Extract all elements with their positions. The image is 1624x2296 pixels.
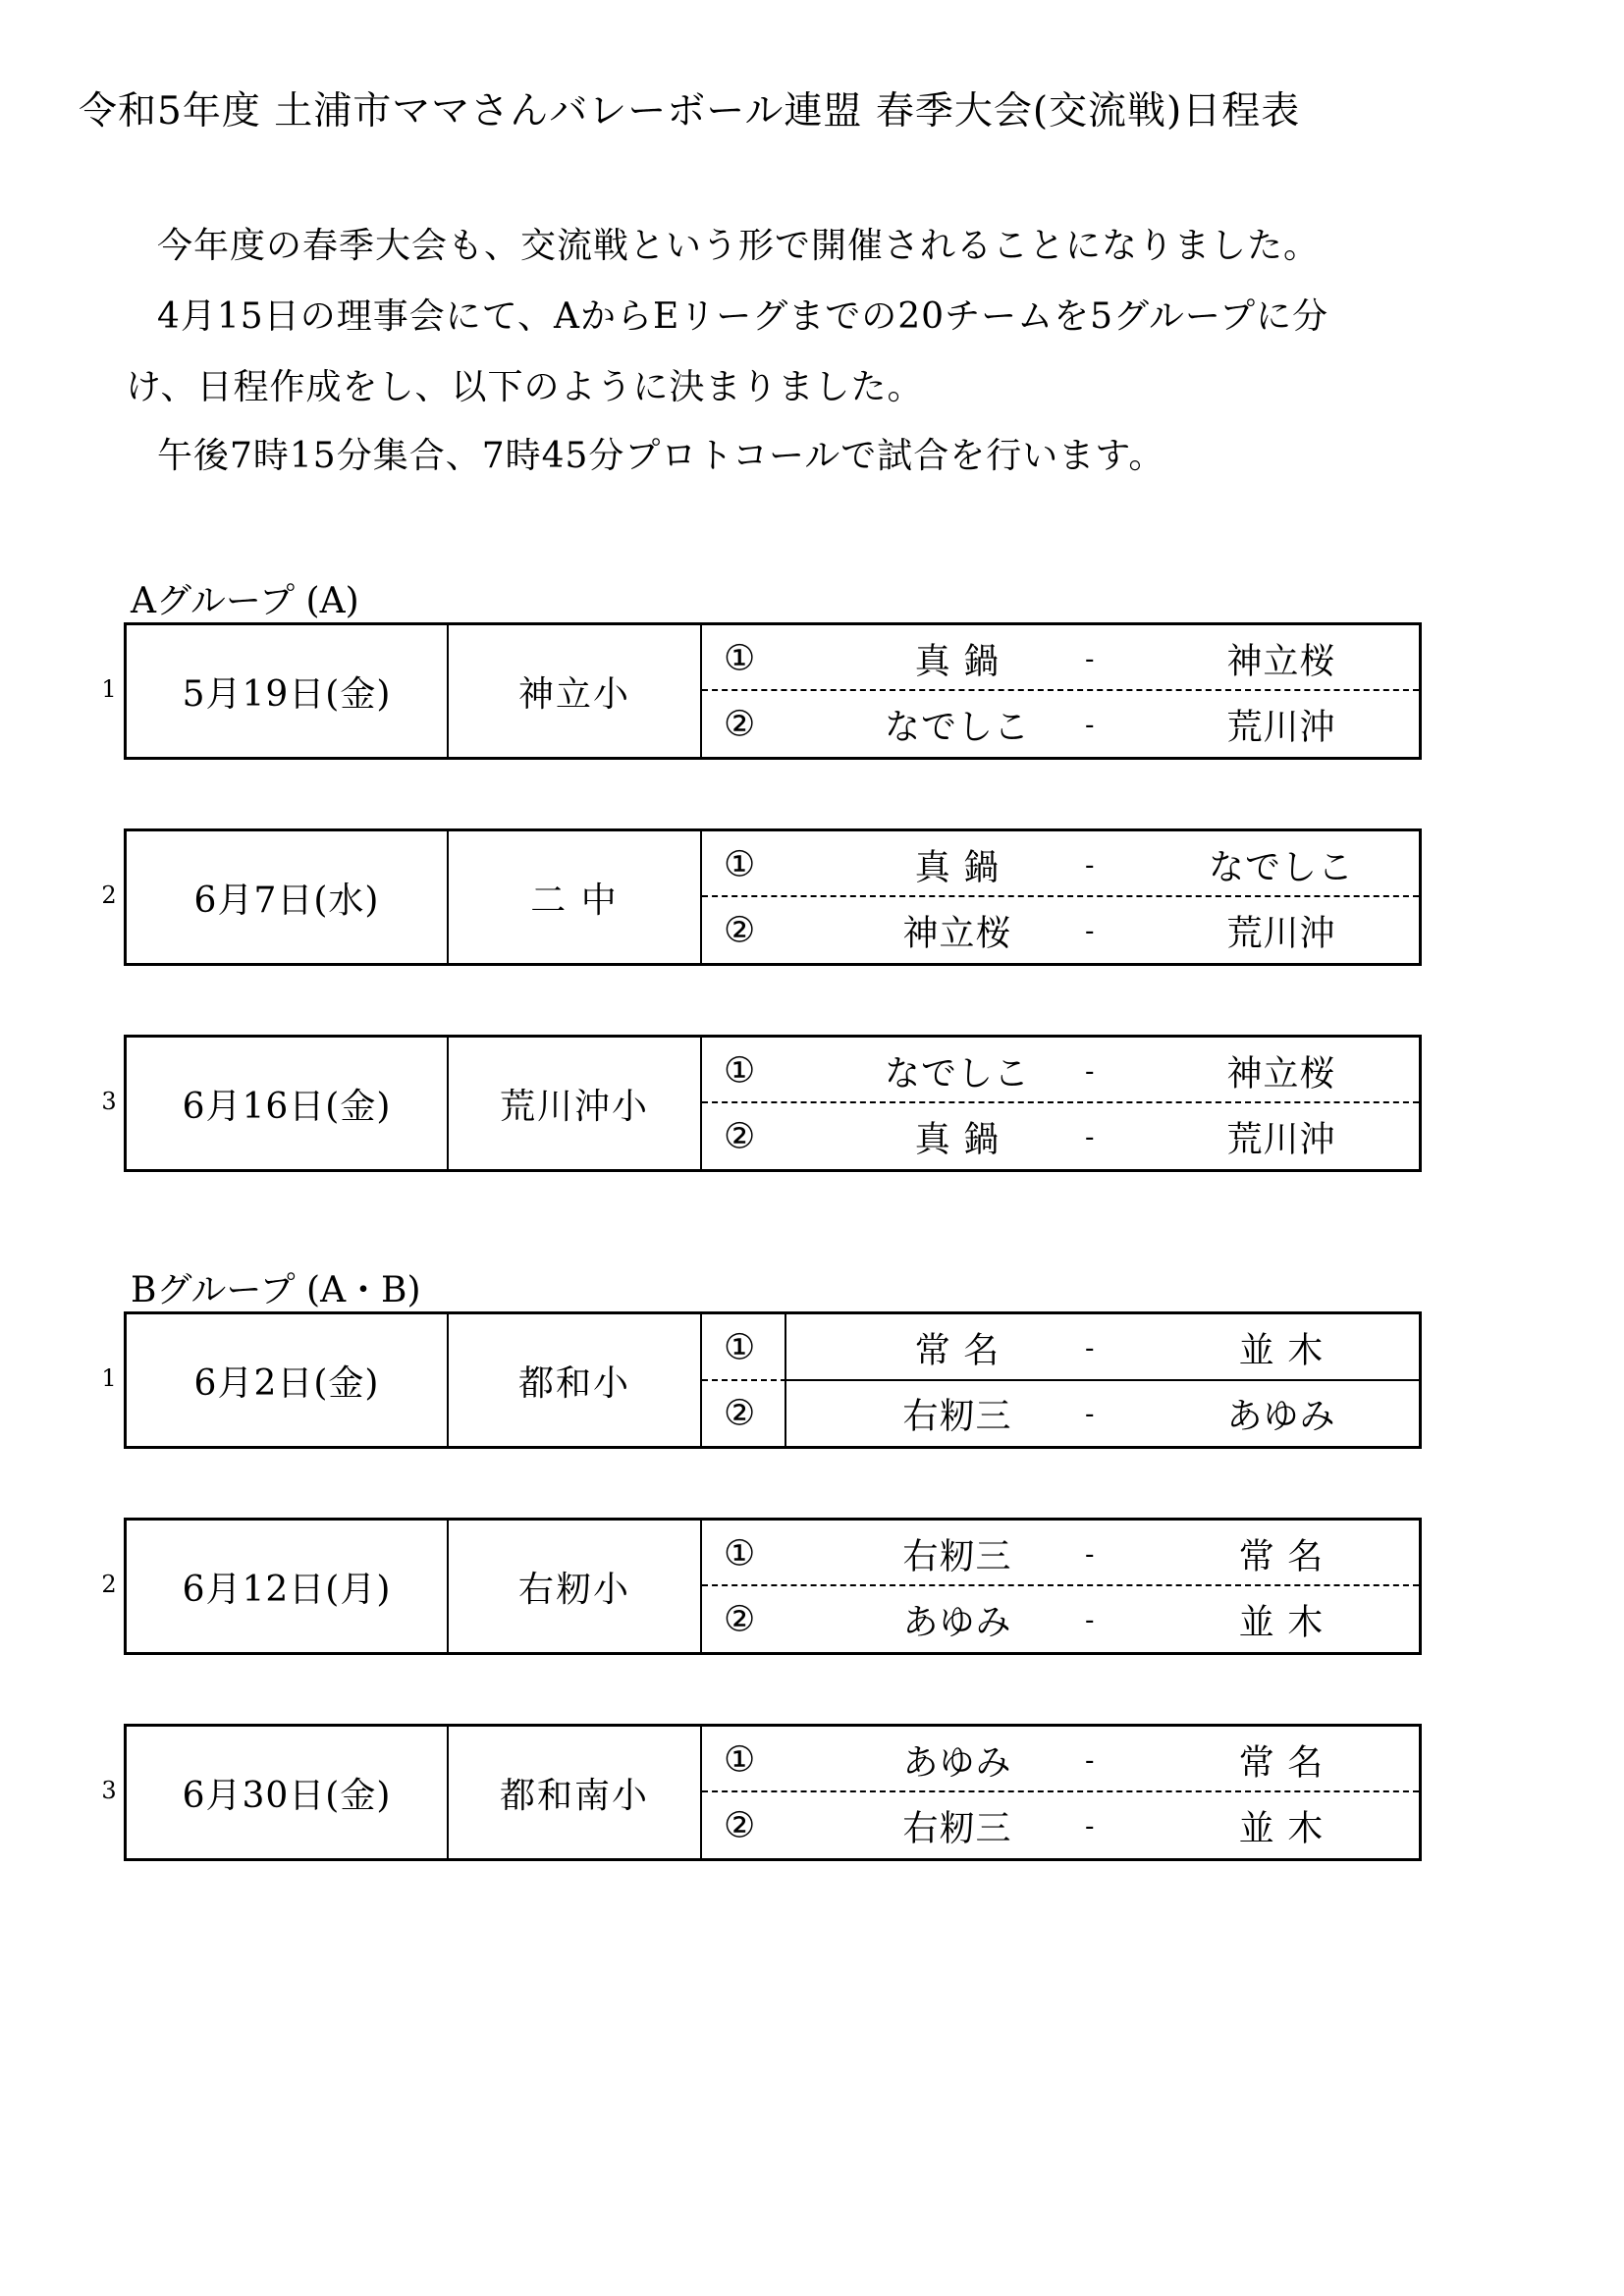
match-venue: 二 中 — [449, 831, 702, 963]
games-cell — [702, 1521, 1419, 1652]
game-row — [702, 1727, 1419, 1792]
game-row — [702, 1521, 1419, 1586]
versus-separator: - — [1085, 1120, 1095, 1152]
page-title: 令和5年度 土浦市ママさんバレーボール連盟 春季大会(交流戦)日程表 — [79, 89, 1301, 133]
versus-separator: - — [1085, 708, 1095, 740]
game-number: ① — [724, 1327, 756, 1367]
match-block — [124, 622, 1422, 760]
game-number: ① — [724, 1739, 756, 1780]
team-away: 並 木 — [1238, 1602, 1325, 1642]
team-away: 常 名 — [1238, 1742, 1325, 1783]
game-number: ② — [724, 1116, 756, 1156]
team-home: 真 鍋 — [914, 641, 1001, 681]
versus-separator: - — [1085, 642, 1095, 674]
match-venue: 神立小 — [449, 625, 702, 757]
versus-separator: - — [1085, 1537, 1095, 1570]
games-cell — [702, 1038, 1419, 1169]
match-venue: 都和小 — [449, 1314, 702, 1446]
game-row — [702, 1380, 1419, 1446]
team-away: なでしこ — [1208, 847, 1354, 887]
game-row — [702, 1038, 1419, 1103]
game-number: ① — [724, 1533, 756, 1574]
match-date: 6月2日(金) — [127, 1314, 449, 1446]
versus-separator: - — [1085, 1743, 1095, 1776]
versus-separator: - — [1085, 1331, 1095, 1363]
team-away: 荒川沖 — [1226, 707, 1336, 747]
match-block — [124, 1035, 1422, 1172]
team-home: なでしこ — [884, 707, 1030, 747]
games-cell — [702, 625, 1419, 757]
game-number: ② — [724, 1805, 756, 1845]
intro-line-2: 4月15日の理事会にて、AからEリーグまでの20チームを5グループに分 — [157, 296, 1329, 337]
team-away: 並 木 — [1238, 1330, 1325, 1370]
match-venue: 右籾小 — [449, 1521, 702, 1652]
game-row — [702, 689, 1419, 757]
match-date: 6月16日(金) — [127, 1038, 449, 1169]
match-date: 5月19日(金) — [127, 625, 449, 757]
game-row — [702, 831, 1419, 897]
games-cell — [702, 831, 1419, 963]
game-row — [702, 895, 1419, 963]
versus-separator: - — [1085, 1603, 1095, 1635]
match-block — [124, 828, 1422, 966]
team-away: 常 名 — [1238, 1536, 1325, 1576]
team-home: 右籾三 — [902, 1808, 1012, 1848]
versus-separator: - — [1085, 914, 1095, 946]
round-number: 3 — [101, 1088, 117, 1115]
group-label-a: Aグループ (A) — [131, 581, 359, 621]
round-number: 3 — [101, 1777, 117, 1804]
versus-separator: - — [1085, 1054, 1095, 1087]
match-date: 6月30日(金) — [127, 1727, 449, 1858]
team-away: 荒川沖 — [1226, 1119, 1336, 1159]
match-block — [124, 1724, 1422, 1861]
team-away: 神立桜 — [1226, 1053, 1336, 1094]
match-block — [124, 1518, 1422, 1655]
team-away: 並 木 — [1238, 1808, 1325, 1848]
match-venue: 荒川沖小 — [449, 1038, 702, 1169]
versus-separator: - — [1085, 1397, 1095, 1429]
game-row — [702, 1790, 1419, 1858]
round-number: 2 — [101, 881, 117, 909]
team-away: 荒川沖 — [1226, 913, 1336, 953]
team-home: なでしこ — [884, 1053, 1030, 1094]
game-row — [702, 625, 1419, 691]
match-date: 6月12日(月) — [127, 1521, 449, 1652]
game-row — [702, 1314, 1419, 1380]
intro-line-4: 午後7時15分集合、7時45分プロトコールで試合を行います。 — [157, 436, 1165, 476]
game-number: ① — [724, 1050, 756, 1091]
game-number: ② — [724, 1393, 756, 1433]
match-block — [124, 1311, 1422, 1449]
game-number: ② — [724, 1599, 756, 1639]
games-cell — [702, 1727, 1419, 1858]
team-home: 神立桜 — [902, 913, 1012, 953]
team-home: 常 名 — [914, 1330, 1001, 1370]
versus-separator: - — [1085, 848, 1095, 881]
intro-line-1: 今年度の春季大会も、交流戦という形で開催されることになりました。 — [157, 226, 1321, 266]
intro-line-3: け、日程作成をし、以下のように決まりました。 — [126, 367, 924, 407]
team-home: 右籾三 — [902, 1536, 1012, 1576]
team-home: あゆみ — [902, 1742, 1012, 1783]
game-number: ① — [724, 638, 756, 678]
team-home: 右籾三 — [902, 1396, 1012, 1436]
match-venue: 都和南小 — [449, 1727, 702, 1858]
game-row — [702, 1584, 1419, 1652]
match-date: 6月7日(水) — [127, 831, 449, 963]
games-cell — [702, 1314, 1419, 1446]
team-away: 神立桜 — [1226, 641, 1336, 681]
round-number: 1 — [101, 675, 117, 703]
round-number: 1 — [101, 1364, 117, 1392]
group-label-b: Bグループ (A・B) — [131, 1270, 421, 1310]
team-home: 真 鍋 — [914, 1119, 1001, 1159]
team-home: あゆみ — [902, 1602, 1012, 1642]
versus-separator: - — [1085, 1809, 1095, 1842]
game-number: ② — [724, 704, 756, 744]
game-number: ① — [724, 844, 756, 884]
round-number: 2 — [101, 1571, 117, 1598]
game-number: ② — [724, 910, 756, 950]
team-home: 真 鍋 — [914, 847, 1001, 887]
team-away: あゆみ — [1226, 1396, 1336, 1436]
game-row — [702, 1101, 1419, 1169]
